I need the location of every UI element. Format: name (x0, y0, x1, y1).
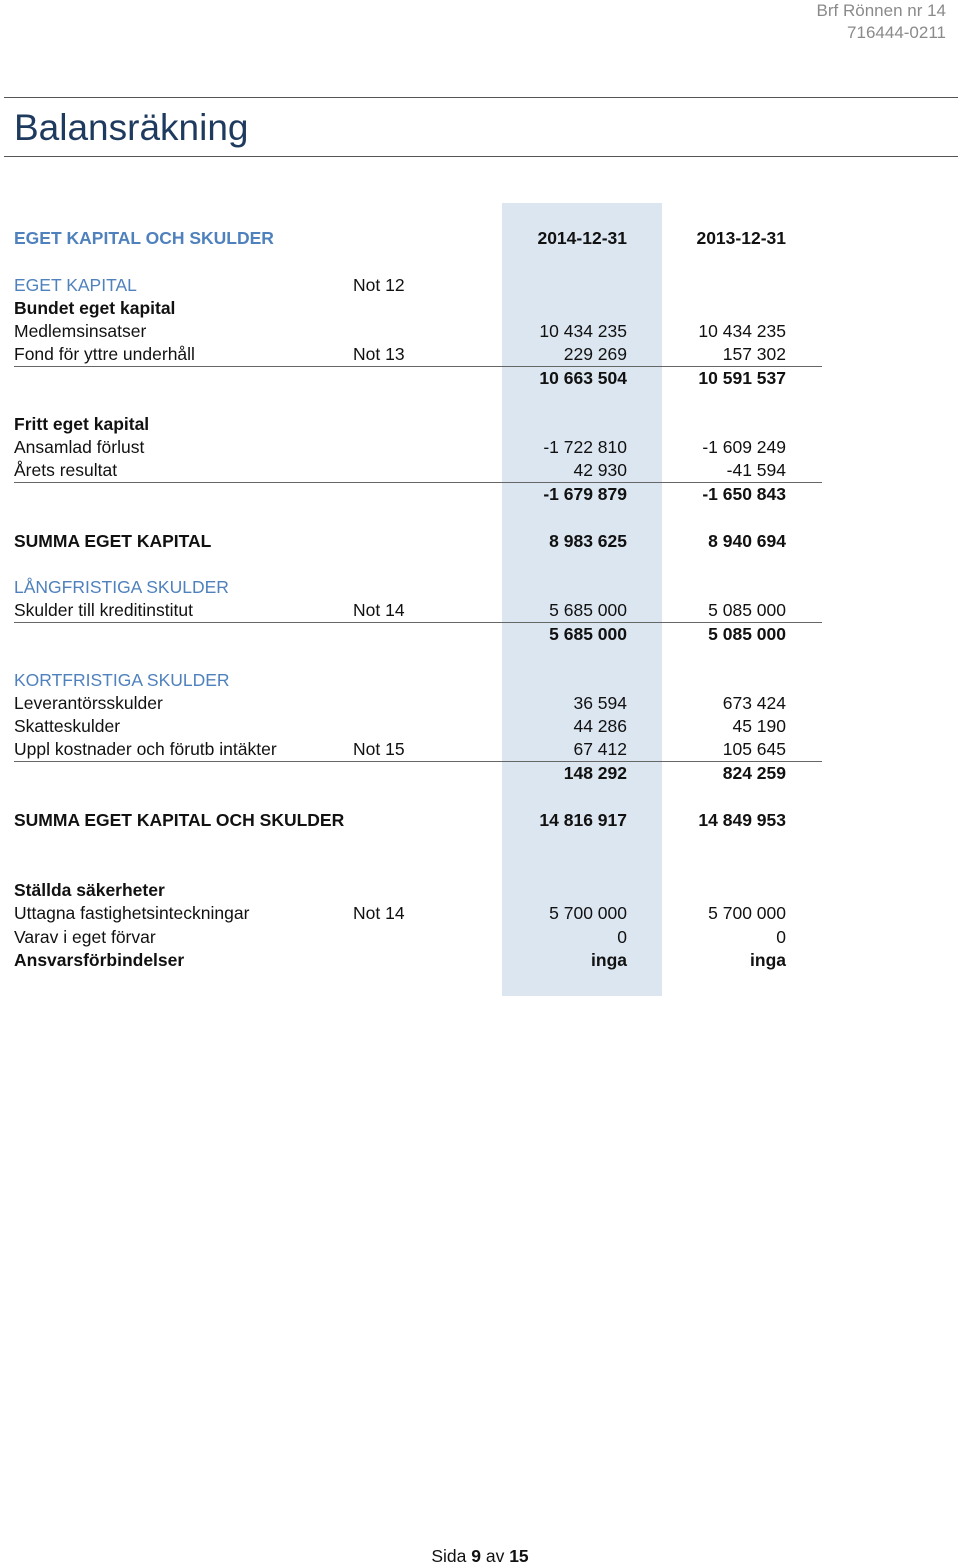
value-2013: 157 302 (722, 344, 786, 364)
value-2014: 0 (617, 927, 627, 947)
value-2013: 10 434 235 (698, 321, 786, 341)
value-2014: 42 930 (573, 460, 627, 480)
note-reference: Not 14 (353, 903, 405, 923)
row-label: Ställda säkerheter (14, 880, 165, 900)
table-row (0, 902, 960, 925)
total-2014: 8 983 625 (549, 531, 627, 551)
value-2013: 5 700 000 (708, 903, 786, 923)
subtotal-2014: 10 663 504 (539, 368, 627, 388)
row-label: Fond för yttre underhåll (14, 344, 195, 364)
subtotal-row (0, 762, 960, 785)
header-rule (4, 97, 958, 98)
eget-kapital-heading-row (0, 274, 960, 297)
row-label: Uppl kostnader och förutb intäkter (14, 739, 277, 759)
year1-header: 2014-12-31 (537, 228, 627, 248)
page-separator: av (485, 1546, 505, 1566)
section-label: EGET KAPITAL OCH SKULDER (14, 228, 274, 248)
organization-info (817, 0, 946, 44)
row-label: Skatteskulder (14, 716, 121, 736)
row-label: LÅNGFRISTIGA SKULDER (14, 577, 229, 597)
table-row (0, 692, 960, 715)
value-2014: 44 286 (573, 716, 627, 736)
value-2014: 67 412 (573, 739, 627, 759)
value-2014: -1 722 810 (543, 437, 627, 457)
subtotal-2013: 10 591 537 (698, 368, 786, 388)
subtotal-2014: 148 292 (563, 763, 627, 783)
value-2013: 673 424 (722, 693, 786, 713)
row-label: Uttagna fastighetsinteckningar (14, 903, 250, 923)
value-2013: inga (750, 950, 786, 970)
row-label: Leverantörsskulder (14, 693, 163, 713)
value-2013: -41 594 (726, 460, 786, 480)
note-reference: Not 12 (353, 275, 405, 295)
subtotal-2014: 5 685 000 (549, 624, 627, 644)
subtotal-2013: -1 650 843 (702, 484, 786, 504)
row-label: Årets resultat (14, 460, 118, 480)
row-label: EGET KAPITAL (14, 275, 137, 295)
total-pages: 15 (509, 1546, 529, 1566)
bundet-heading-row (0, 297, 960, 320)
organization-number: 716444-0211 (847, 23, 946, 42)
value-2013: 5 085 000 (708, 600, 786, 620)
subtotal-2013: 5 085 000 (708, 624, 786, 644)
row-label: Varav i eget förvar (14, 927, 156, 947)
value-2013: 45 190 (732, 716, 786, 736)
value-2014: inga (591, 950, 627, 970)
title-rule (4, 156, 958, 157)
year2-header: 2013-12-31 (696, 228, 786, 248)
value-2014: 10 434 235 (539, 321, 627, 341)
subtotal-row (0, 483, 960, 506)
row-label: SUMMA EGET KAPITAL OCH SKULDER (14, 810, 345, 830)
table-row (0, 436, 960, 459)
value-2014: 5 700 000 (549, 903, 627, 923)
table-row (0, 320, 960, 343)
value-2014: 5 685 000 (549, 600, 627, 620)
total-2013: 14 849 953 (698, 810, 786, 830)
total-2014: 14 816 917 (539, 810, 627, 830)
note-reference: Not 13 (353, 344, 405, 364)
summa-total-row (0, 809, 960, 832)
summa-eget-kapital-row (0, 530, 960, 553)
row-label: SUMMA EGET KAPITAL (14, 531, 212, 551)
note-reference: Not 14 (353, 600, 405, 620)
kortfristiga-heading-row (0, 669, 960, 692)
row-label: KORTFRISTIGA SKULDER (14, 670, 230, 690)
row-label: Ansamlad förlust (14, 437, 145, 457)
total-2013: 8 940 694 (708, 531, 786, 551)
table-row (0, 599, 960, 622)
table-row (0, 949, 960, 972)
stallda-heading-row (0, 879, 960, 902)
row-label: Fritt eget kapital (14, 414, 150, 434)
table-row (0, 738, 960, 761)
current-page: 9 (471, 1546, 481, 1566)
note-reference: Not 15 (353, 739, 405, 759)
fritt-heading-row (0, 413, 960, 436)
row-label: Medlemsinsatser (14, 321, 147, 341)
subtotal-2013: 824 259 (722, 763, 786, 783)
subtotal-row (0, 367, 960, 390)
value-2013: 0 (776, 927, 786, 947)
table-row (0, 926, 960, 949)
table-row (0, 715, 960, 738)
row-label: Skulder till kreditinstitut (14, 600, 193, 620)
row-label: Ansvarsförbindelser (14, 950, 185, 970)
value-2014: 229 269 (563, 344, 627, 364)
value-2014: 36 594 (573, 693, 627, 713)
column-header-row (0, 227, 960, 250)
organization-name: Brf Rönnen nr 14 (816, 1, 946, 20)
value-2013: 105 645 (722, 739, 786, 759)
row-label: Bundet eget kapital (14, 298, 176, 318)
page-prefix: Sida (431, 1546, 467, 1566)
page-number (0, 1545, 960, 1567)
subtotal-2014: -1 679 879 (543, 484, 627, 504)
table-row (0, 343, 960, 366)
subtotal-row (0, 623, 960, 646)
page-title: Balansräkning (14, 107, 249, 148)
table-row (0, 459, 960, 482)
value-2013: -1 609 249 (702, 437, 786, 457)
langfristiga-heading-row (0, 576, 960, 599)
